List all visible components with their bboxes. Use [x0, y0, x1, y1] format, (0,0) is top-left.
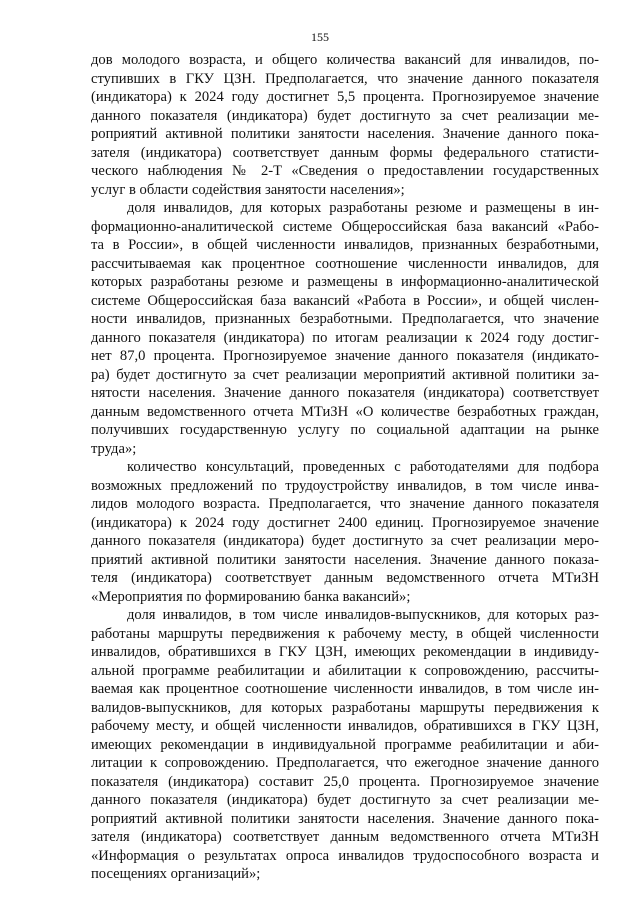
text-line: (индикатора) к 2024 году достигнет 2400 единиц. Прогнозируемое значение [91, 514, 599, 531]
text-line: «Информация о результатах опроса инвалидов трудоспособного возраста и [91, 847, 599, 864]
text-line: зателя (индикатора) соответствует данным формы федерального статисти- [91, 144, 599, 161]
text-line: нет 87,0 процента. Прогнозируемое значение данного показателя (индикато- [91, 348, 599, 364]
text-line: количество консультаций, проведенных с работодателями для подбора [127, 459, 599, 475]
text-line: ческого наблюдения № 2-Т «Сведения о предоставлении государственных [91, 163, 599, 179]
text-line: показателя (индикатора) составит 25,0 процента. Прогнозируемое значение [91, 773, 599, 790]
text-line: рабочему месту, и общей численности инвалидов, обратившихся в ГКУ ЦЗН, [91, 718, 599, 734]
text-line: зателя (индикатора) соответствует данным ведомственного отчета МТиЗН [91, 829, 599, 845]
text-line: формационно-аналитической системе Общероссийская база вакансий «Рабо- [91, 218, 599, 235]
text-line: теля (индикатора) соответствует данным ведомственного отчета МТиЗН [91, 570, 599, 586]
text-line: ступивших в ГКУ ЦЗН. Предполагается, что значение данного показателя [91, 70, 599, 87]
text-line: труда»; [91, 440, 137, 457]
text-line: нятости населения. Значение данного показателя (индикатора) соответствует [91, 385, 599, 401]
text-line: валидов-выпускников, для которых разработаны маршруты передвижения к [91, 699, 599, 716]
text-line: возможных предложений по трудоустройству инвалидов, в том числе инва- [91, 477, 599, 494]
text-line: работаны маршруты передвижения к рабочему месту, в общей численности [91, 625, 599, 642]
text-line: данного показателя (индикатора) будет достигнуто за счет реализации ме- [91, 107, 599, 124]
text-line: данного показателя (индикатора) будет достигнуто за счет реализации ме- [91, 792, 599, 808]
text-line: литации к сопровождению. Предполагается, что ежегодное значение данного [91, 755, 599, 771]
text-line: данного показателя (индикатора) будет достигнуто за счет реализации меро- [91, 533, 599, 549]
text-line: ваемая как процентное соотношение численности инвалидов, в том числе ин- [91, 681, 599, 697]
paragraph-resume-share [91, 199, 599, 458]
text-line: ра) будет достигнуто за счет реализации мероприятий активной политики за- [91, 366, 599, 383]
text-line: роприятий активной политики занятости населения. Значение данного пока- [91, 126, 599, 142]
text-line: рассчитываемая как процентное соотношение численности инвалидов, для [91, 255, 599, 272]
paragraph-consultations [91, 458, 599, 606]
text-line: роприятий активной политики занятости населения. Значение данного пока- [91, 810, 599, 827]
text-line: (индикатора) к 2024 году достигнет 5,5 процента. Прогнозируемое значение [91, 89, 599, 105]
text-line: «Мероприятия по формированию банка вакансий»; [91, 588, 411, 605]
text-line: имеющих рекомендации в индивидуальной программе реабилитации и аби- [91, 736, 599, 753]
text-line: которых разработаны резюме и размещены в информационно-аналитической [91, 274, 599, 290]
text-line: доля инвалидов, для которых разработаны резюме и размещены в ин- [127, 200, 599, 216]
text-line: получивших государственную услугу по социальной адаптации на рынке [91, 422, 599, 438]
document-body [91, 51, 599, 884]
text-line: доля инвалидов, в том числе инвалидов-выпускников, для которых раз- [127, 607, 599, 623]
text-line: системе Общероссийская база вакансий «Работа в России», и общей числен- [91, 292, 599, 309]
text-line: приятий активной политики занятости населения. Значение данного показа- [91, 551, 599, 568]
text-line: дов молодого возраста, и общего количества вакансий для инвалидов, по- [91, 52, 599, 68]
text-line: ности инвалидов, признанных безработными. Предполагается, что значение [91, 311, 599, 327]
text-line: та в России», в общей численности инвалидов, признанных безработными, [91, 237, 599, 253]
page-number: 155 [311, 30, 329, 44]
text-line: посещениях организаций»; [91, 866, 261, 882]
text-line: лидов молодого возраста. Предполагается, что значение данного показателя [91, 496, 599, 512]
paragraph-routes-share [91, 606, 599, 884]
text-line: инвалидов, обратившихся в ГКУ ЦЗН, имеющих рекомендации в индивиду- [91, 644, 599, 660]
text-line: услуг в области содействия занятости населения»; [91, 181, 405, 198]
paragraph-continuation [91, 51, 599, 199]
text-line: данным ведомственного отчета МТиЗН «О количестве безработных граждан, [91, 403, 599, 420]
text-line: данного показателя (индикатора) по итогам реализации к 2024 году достиг- [91, 329, 599, 346]
text-line: альной программе реабилитации и абилитации к сопровождению, рассчиты- [91, 662, 599, 679]
